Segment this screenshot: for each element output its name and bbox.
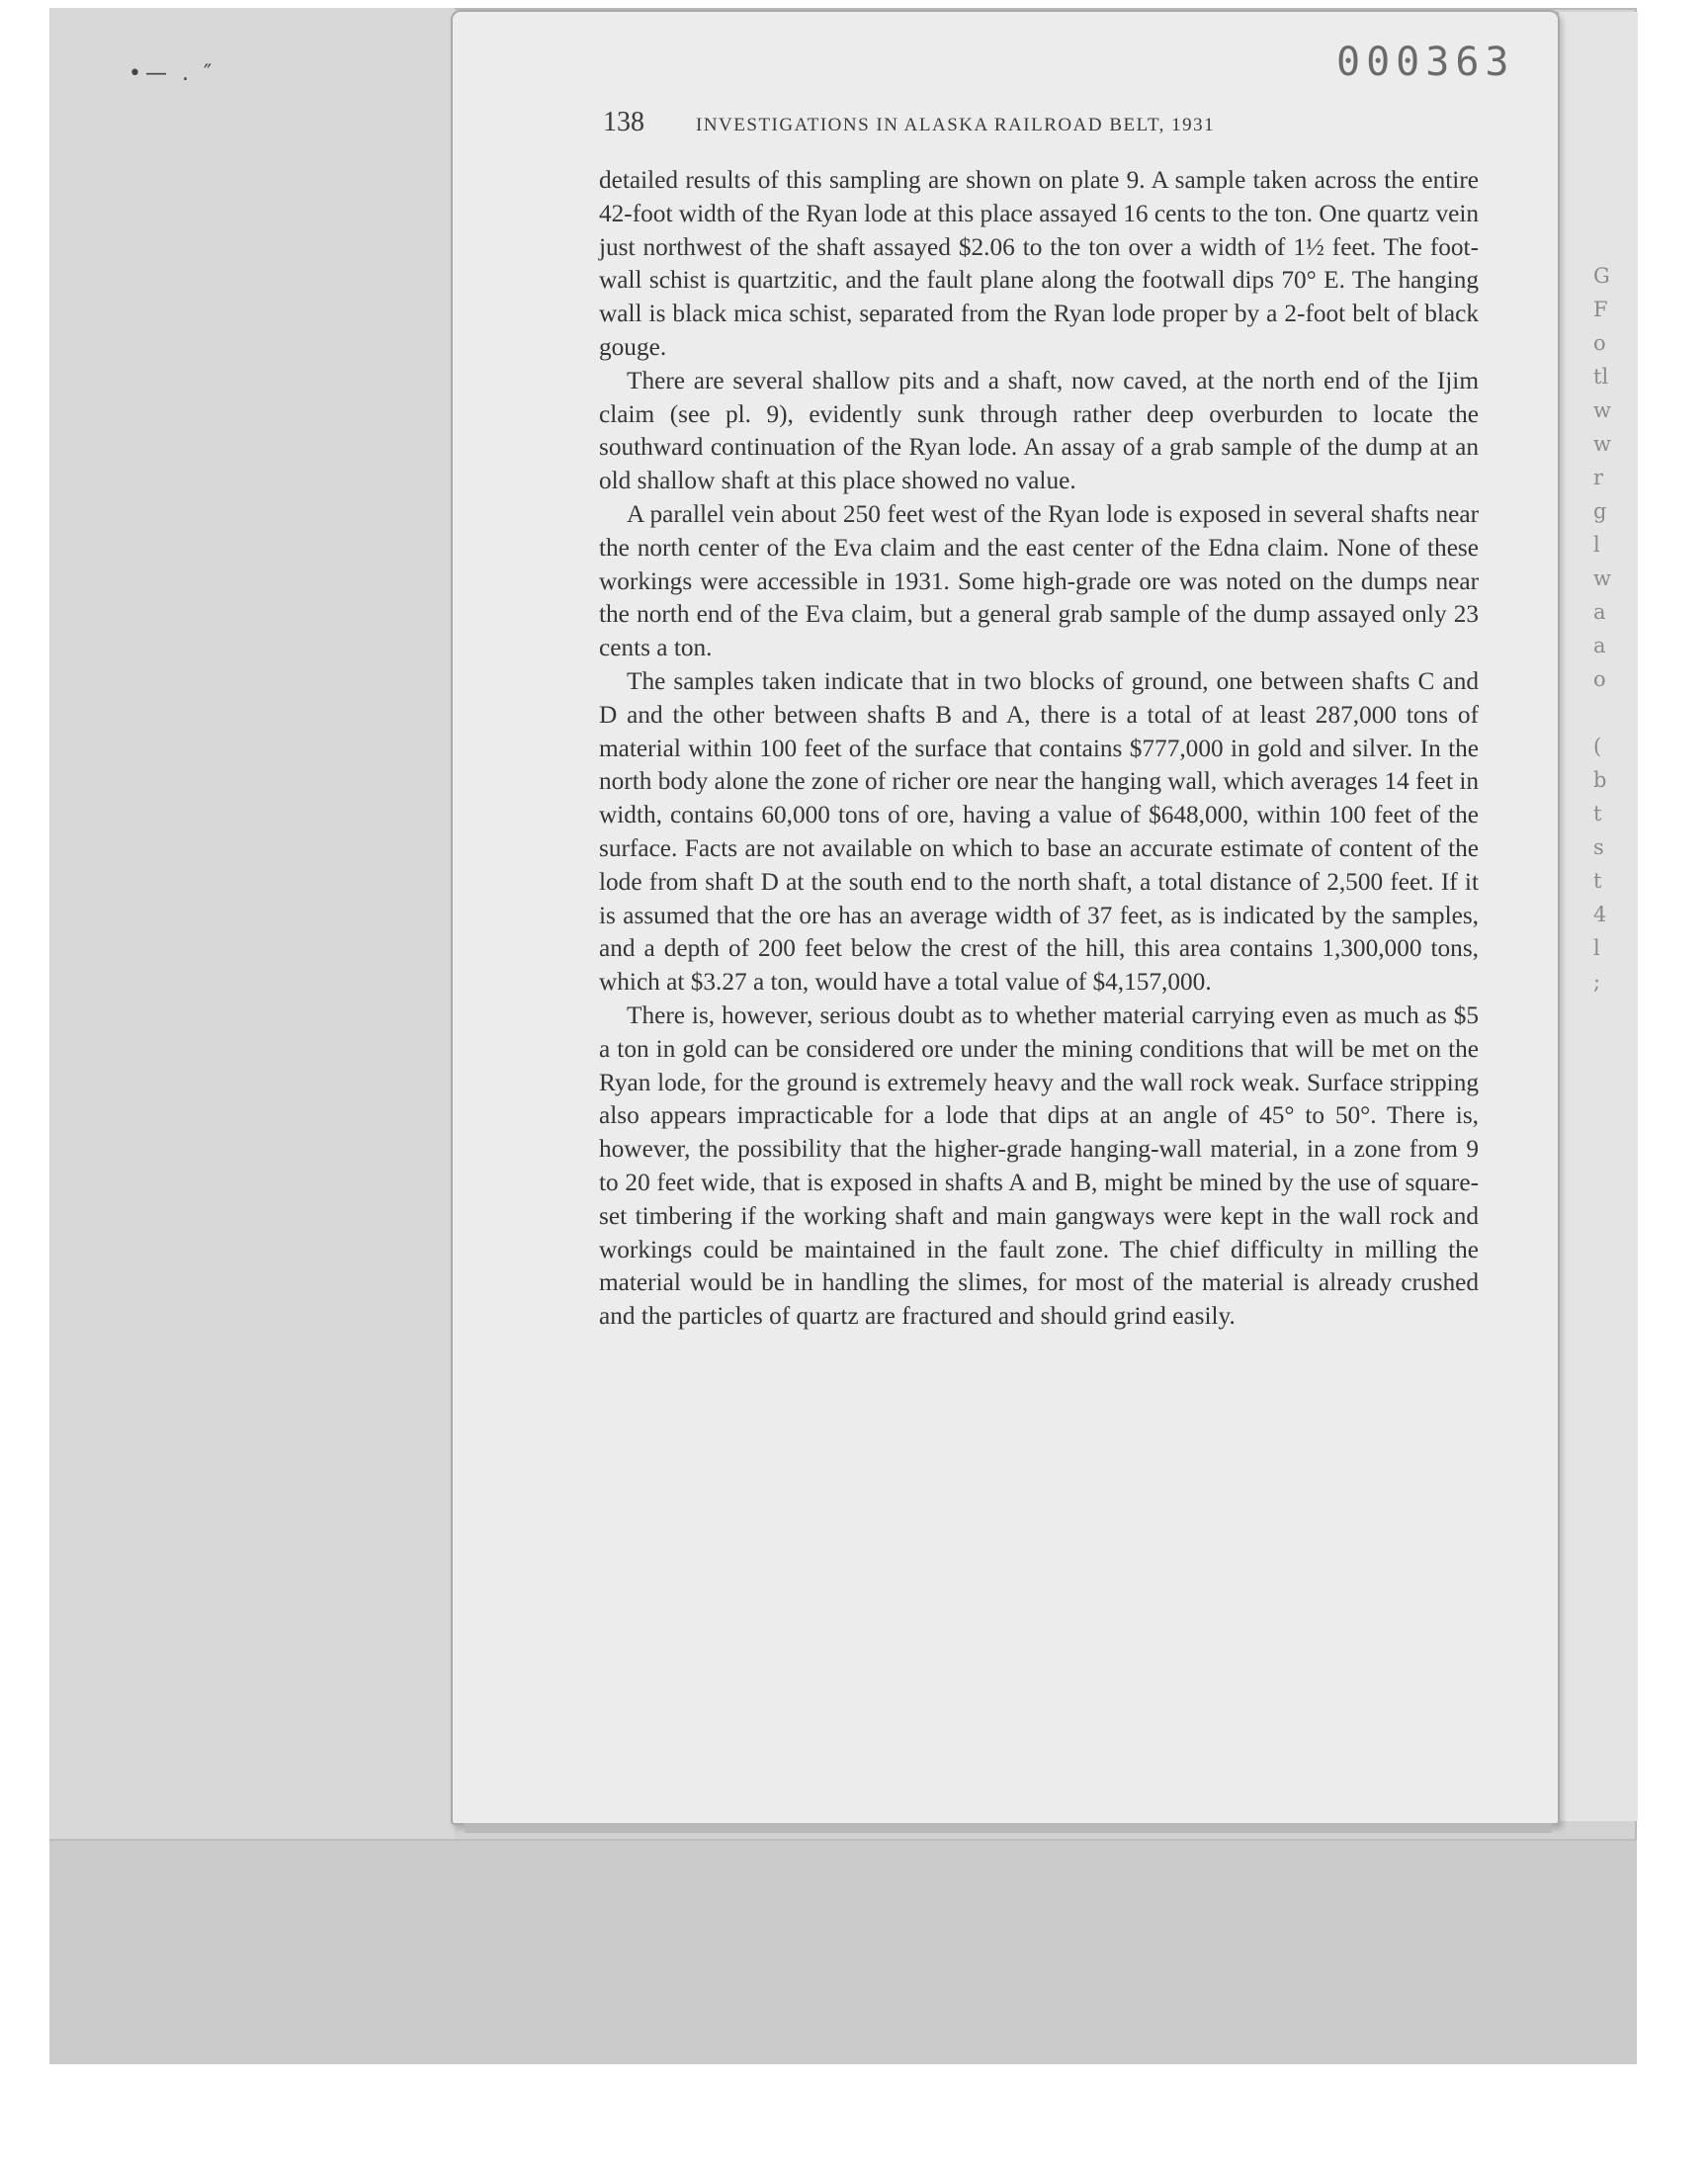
body-text: [599, 164, 1479, 1334]
paragraph: There is, however, serious doubt as to whether material carrying even as much as $5 a ton in gold can be considered ore under the mining conditions that will be met on the Ryan lode, for the ground is extremely heavy and the wall rock weak. Surface stripping also appears impracticable for a lode that dips at an angle of 45° to 50°. There is, however, the possibility that the higher-grade hanging-wall material, in a zone from 9 to 20 feet wide, that is exposed in shafts A and B, might be mined by the use of square-set timbering if the working shaft and main gangways were kept in the wall rock and workings could be maintained in the fault zone. The chief difficulty in milling the material would be in handling the slimes, for most of the material is already crushed and the particles of quartz are fractured and should grind easily.: [599, 1000, 1479, 1331]
adjacent-letter: l: [1593, 533, 1600, 557]
adjacent-letter: a: [1593, 600, 1606, 624]
page-number: 138: [603, 107, 644, 137]
adjacent-letter: (: [1593, 735, 1602, 758]
running-title: INVESTIGATIONS IN ALASKA RAILROAD BELT, 1931: [696, 115, 1216, 135]
adjacent-letter: 4: [1593, 903, 1607, 926]
adjacent-letter: l: [1593, 936, 1600, 960]
paragraph: There are several shallow pits and a shaft, now caved, at the north end of the Ijim claim (see pl. 9), evidently sunk through rather deep overburden to locate the southward continuation of the Ryan lode. An assay of a grab sample of the dump at an old shallow shaft at this place showed no value.: [599, 366, 1479, 495]
running-header: [603, 107, 1374, 138]
adjacent-letter: w: [1593, 398, 1611, 422]
adjacent-letter: G: [1593, 264, 1610, 288]
left-margin-marks: •— . ″: [128, 61, 216, 86]
adjacent-letter: g: [1593, 499, 1607, 523]
adjacent-letter: o: [1593, 331, 1606, 355]
adjacent-letter: F: [1593, 298, 1608, 321]
adjacent-letter: t: [1593, 869, 1602, 893]
adjacent-letter: r: [1593, 466, 1604, 489]
adjacent-letter: t: [1593, 802, 1602, 826]
page-bottom-shadow: [465, 1823, 1552, 1833]
adjacent-letter: a: [1593, 634, 1606, 657]
backing-board-lower: [49, 1839, 1637, 2064]
paragraph: detailed results of this sampling are shown on plate 9. A sample taken across the entire 42-foot width of the Ryan lode at this place assayed 16 cents to the ton. One quartz vein just northwest of the shaft assayed $2.06 to the ton over a width of 1½ feet. The foot-wall schist is quartzitic, and the fault plane along the footwall dips 70° E. The hanging wall is black mica schist, separated from the Ryan lode proper by a 2-foot belt of black gouge.: [599, 166, 1479, 361]
adjacent-letter: w: [1593, 432, 1611, 456]
adjacent-letter: ;: [1593, 970, 1601, 994]
paragraph: The samples taken indicate that in two blocks of ground, one between shafts C and D and the other between shafts B and A, there is a total of at least 287,000 tons of material within 100 feet of the surface that contains $777,000 in gold and silver. In the north body alone the zone of richer ore near the hanging wall, which averages 14 feet in width, contains 60,000 tons of ore, having a value of $648,000, within 100 feet of the surface. Facts are not available on which to base an accurate estimate of content of the lode from shaft D at the south end to the north shaft, a total distance of 2,500 feet. If it is assumed that the ore has an average width of 37 feet, as is indicated by the samples, and a depth of 200 feet below the crest of the hill, this area contains 1,300,000 tons, which at $3.27 a ton, would have a total value of $4,157,000.: [599, 666, 1479, 997]
document-stamp-number: 000363: [1336, 40, 1515, 85]
adjacent-page-letters: [1593, 259, 1623, 999]
paragraph: A parallel vein about 250 feet west of the Ryan lode is exposed in several shafts near the north center of the Eva claim and the east center of the Edna claim. None of these workings were accessible in 1931. Some high-grade ore was noted on the dumps near the north end of the Eva claim, but a general grab sample of the dump assayed only 23 cents a ton.: [599, 499, 1479, 662]
adjacent-letter: [1593, 696, 1623, 730]
left-backing-strip: [49, 8, 455, 2062]
adjacent-letter: o: [1593, 667, 1606, 691]
adjacent-letter: w: [1593, 566, 1611, 590]
adjacent-letter: b: [1593, 768, 1607, 792]
adjacent-letter: s: [1593, 835, 1604, 859]
adjacent-letter: tl: [1593, 365, 1609, 389]
